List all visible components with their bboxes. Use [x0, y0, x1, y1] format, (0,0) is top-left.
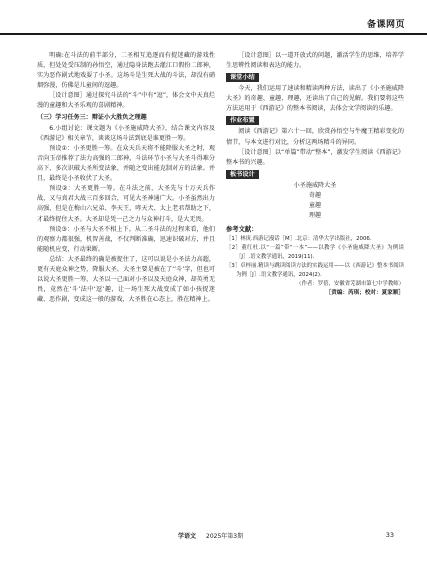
board-item: 奇趣 — [308, 191, 322, 199]
section-heading: （三）学习任务三：辩证小大胜负之理趣 — [37, 113, 147, 121]
paragraph: 预设①：小圣更胜一筹。在众天兵天将不能降服大圣之时，观音向玉帝推荐了法力高强的二郎神，斗法环节小圣与大圣斗得难分高下，多次识破大圣所变法象，并随之变出能克制对方的法象。并且，最终是小圣收伏了大圣。 — [37, 144, 215, 183]
section-label: 备课网页 — [366, 20, 405, 30]
design-intent: ［设计意图］以“单篇”带动“整本”，激发学生阅读《西游记》整本书的兴趣。 — [226, 148, 404, 166]
board-design-heading: 板书设计 — [226, 170, 259, 179]
reference-item: ［1］林庚.西游记漫话［M］.北京：清华大学出版社，2006. — [226, 235, 372, 242]
author-note: （作者：罗蓓，安徽省芜湖市第七中学教师） — [296, 280, 404, 287]
issue-label: 2025年第3期 — [206, 533, 244, 540]
summary-heading: 课堂小结 — [226, 73, 259, 82]
left-column — [37, 51, 215, 305]
paragraph: 预设②：大圣更胜一筹。在斗法之前，大圣先与十万天兵作战，又与真君大战三百多回合，可见大圣神通广大。小圣虽然出力高强，但是在梅山六兄弟、李天王、哮天犬、太上老君帮助之下，才最终捉住大圣。大圣却是凭一己之力与众神打斗，是大无畏。 — [37, 185, 215, 223]
reference-item: ［3］卓梓丽.精读与跳读阅读方法的实践运用——以《西游记》整本书阅读为例［J］.语文教学通讯，2024(2). — [226, 262, 404, 278]
homework-heading: 作业布置 — [226, 116, 259, 125]
references-title: 参考文献： — [226, 225, 258, 233]
paragraph: 今天，我们运用了速读和精读两种方法，读出了《小圣施威降大圣》的奇趣、童趣、理趣，还读出了自己的见解。我们要将这些方法运用于《西游记》的整本书阅读，去体会文学阅读的乐趣。 — [226, 85, 404, 113]
design-intent: ［设计意图］通过探究斗法的“斗”中有“逗”，体会文中天真烂漫的童趣和大圣乐观的喜剧精神。 — [37, 92, 215, 110]
board-item: 童趣 — [308, 201, 322, 209]
paragraph: 阅读《西游记》第六十一回，欣赏孙悟空与牛魔王精彩变化的情节，与本文进行对比，分析这两场精斗的异同。 — [226, 128, 404, 146]
reference-item: ［2］董红杜.以“一篇”带“一本”——以教学《小圣施威降大圣》为例谈［J］.语文教学通讯，2019(11). — [226, 244, 404, 260]
paragraph: 预设③：小圣与大圣不相上下。从二圣斗法的过程来看，他们的观察力都很强，机智善战，不仅判断准确，迅速识破对方，并且能随机应变，行动果断。 — [37, 225, 215, 253]
paragraph: 总结：大圣最终的确是被捉住了，这可以说是小圣法力高超，更有天庭众神之势，降服大圣。大圣主要是被在了‘’斗’字，但也可以说大圣更胜一筹，大圣以一己面对小圣以及天庭众神，却英勇无畏，竟然在‘斗’法中‘逗’趣，让一场生死大战变成了如小孩捉迷藏、恶作剧，变成这一般的游戏，大圣胜在心态上，胜在精神上。 — [37, 255, 215, 304]
header-rule — [0, 33, 427, 35]
references-list — [226, 235, 404, 280]
journal-name: 学语文 — [178, 533, 197, 540]
right-column — [226, 51, 404, 298]
design-intent: ［设计意图］以一道开放式的问题，激活学生的思维，培养学生思辨性阅读和表达的能力。 — [226, 52, 404, 70]
paragraph: 明确:在斗法的前半部分，二圣相互追逐而有捉迷藏的游戏性质，但处处受压制的孙悟空，通过隐身法跑去灌江口假扮二郎神，实为恶作剧式地戏耍了小圣。这场斗是生死大战的斗法，却没有硝烟弥漫，仿佛是儿童间的逗趣。 — [37, 52, 215, 90]
board-design — [226, 181, 404, 221]
page-number: 33 — [385, 531, 394, 539]
editor-note: ［责编：芮琪；校对：夏家顺］ — [325, 289, 404, 296]
paragraph: 6.小组讨论：课文题为《小圣施威降大圣》，结合课文内容及《西游记》相关章节，谈谈这场斗法到底是谁更胜一筹。 — [37, 124, 215, 142]
page-header — [0, 0, 427, 36]
board-title: 小圣施威降大圣 — [293, 181, 337, 189]
board-item: 理趣 — [308, 211, 322, 219]
